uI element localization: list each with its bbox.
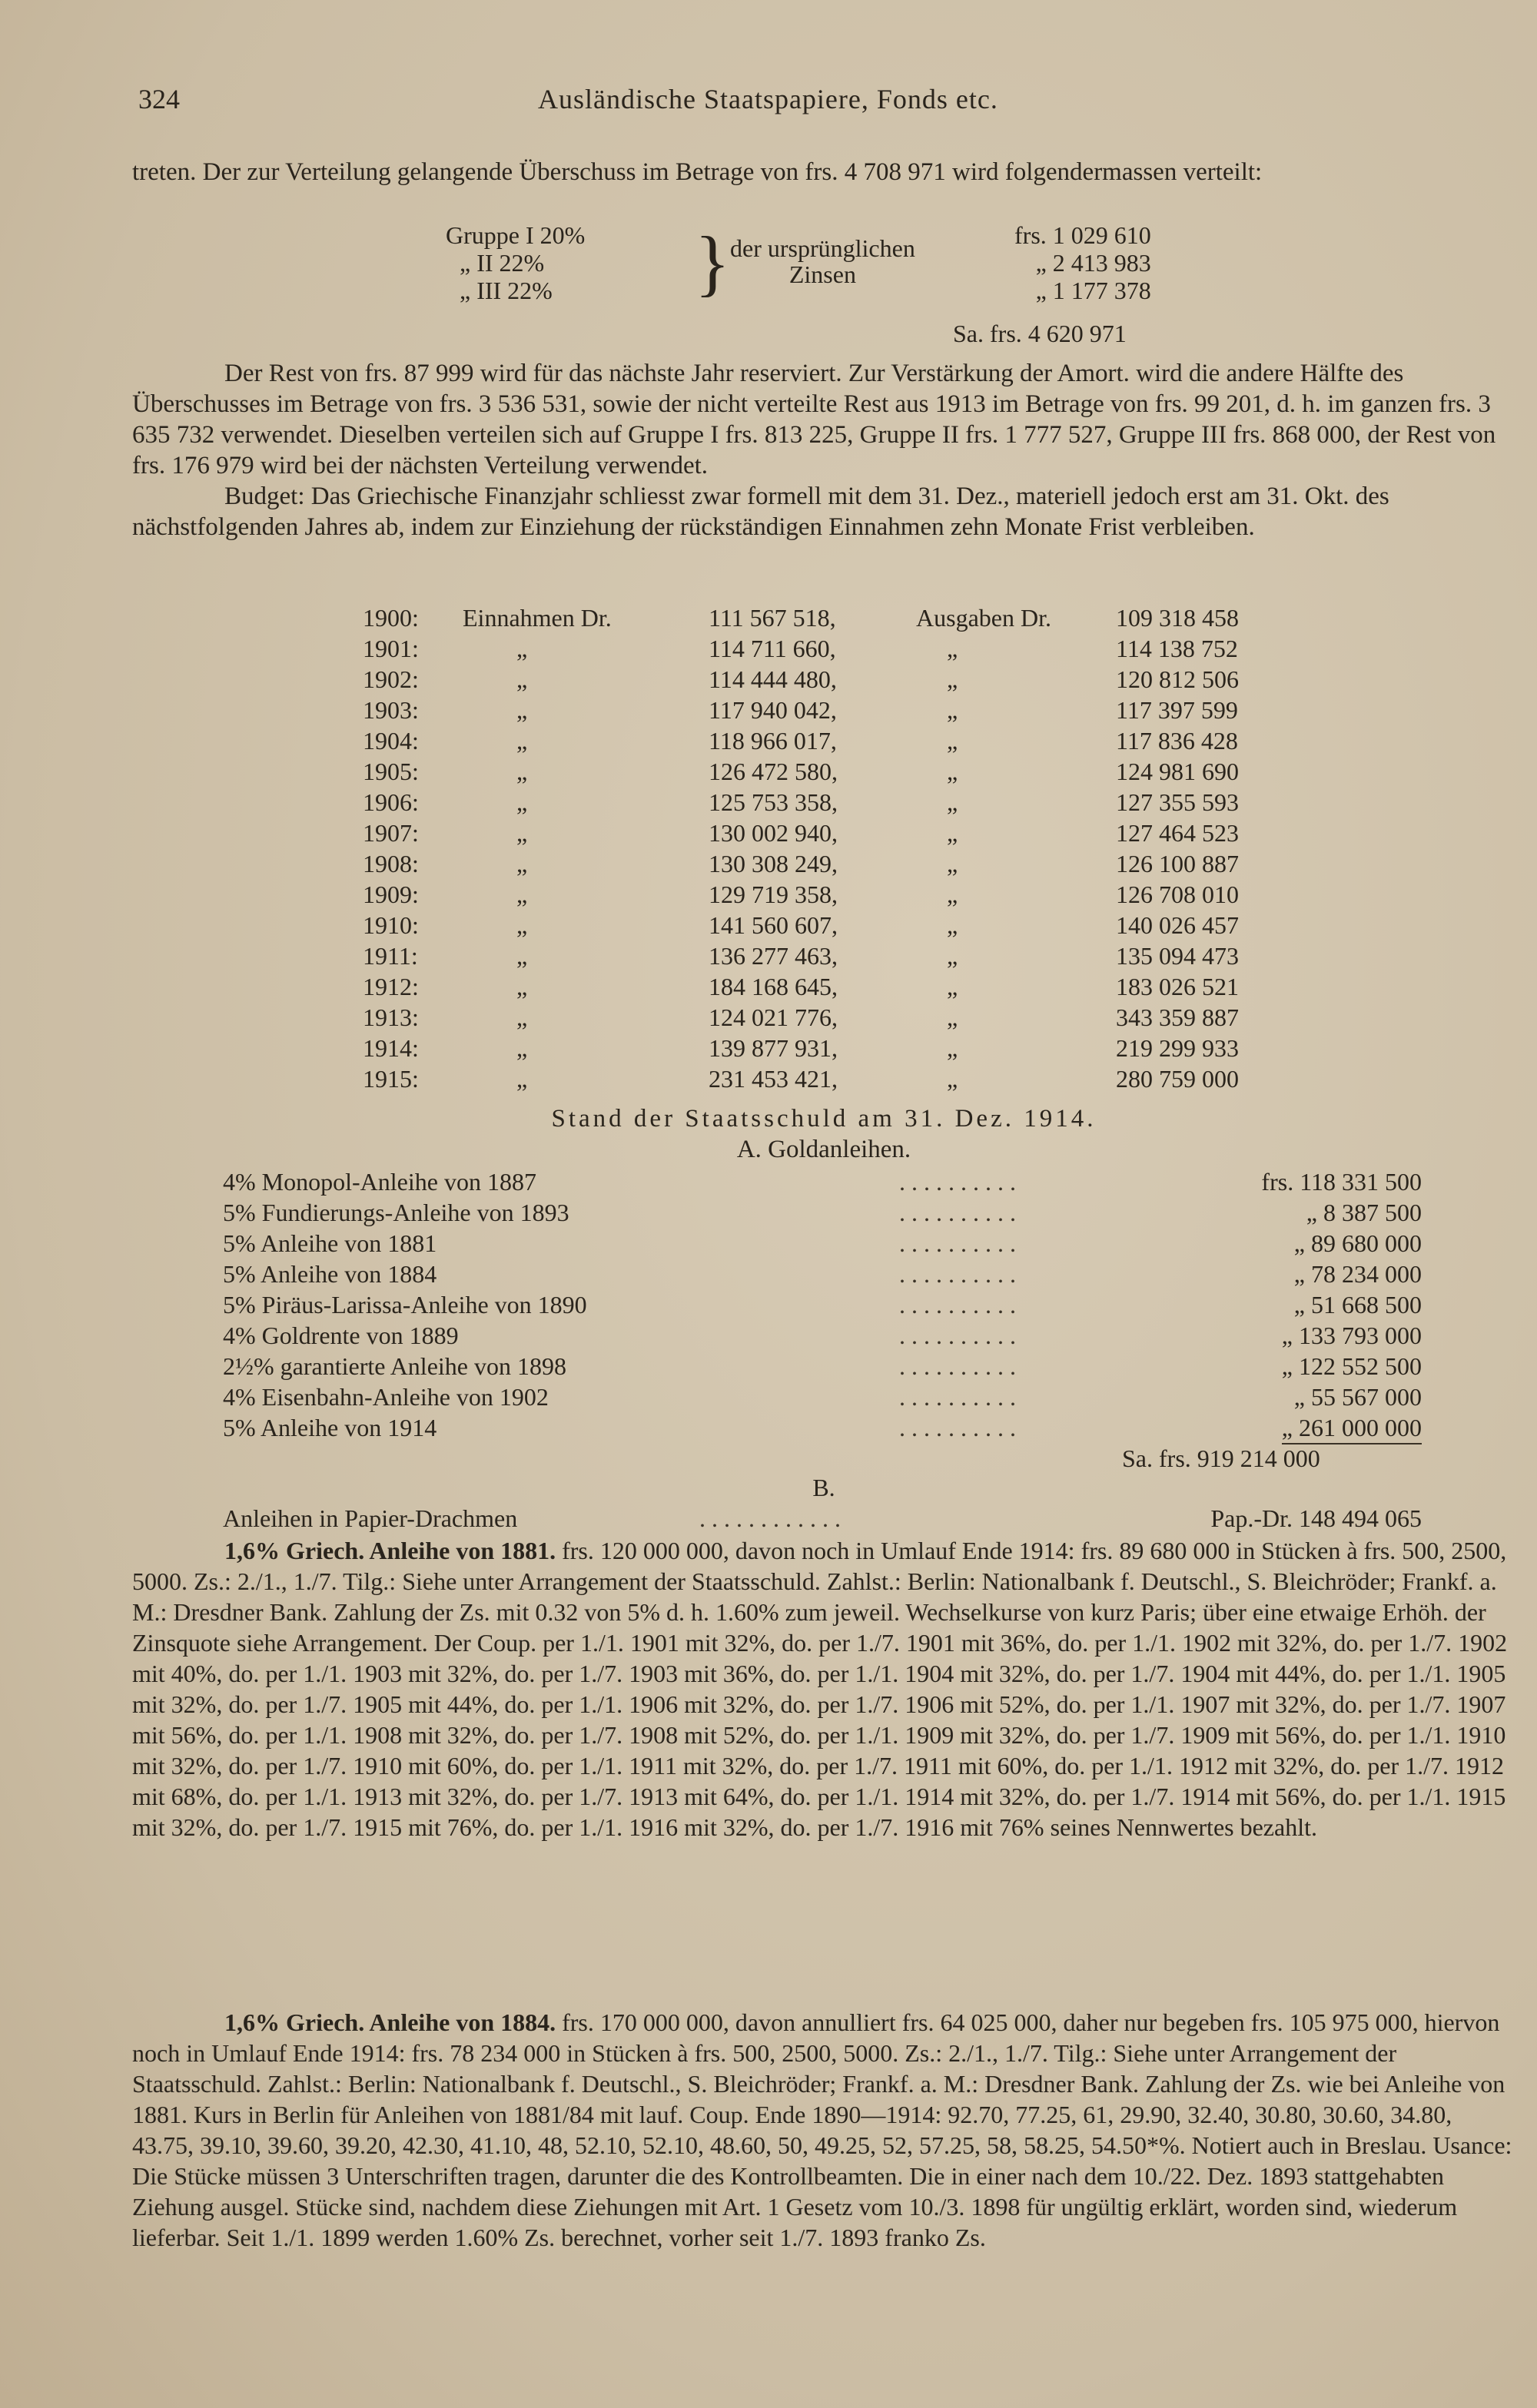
budget-year: 1904: xyxy=(363,727,419,755)
gold-loan-name: 5% Piräus-Larissa-Anleihe von 1890 xyxy=(223,1291,587,1318)
budget-einnahmen-value: 118 966 017, xyxy=(709,727,837,755)
budget-label-einnahmen: Einnahmen Dr. xyxy=(463,604,612,632)
budget-einnahmen-value: 129 719 358, xyxy=(709,881,838,908)
gold-loan-name: 4% Eisenbahn-Anleihe von 1902 xyxy=(223,1383,549,1411)
loan-1881-title: 1,6% Griech. Anleihe von 1881. xyxy=(224,1537,556,1564)
gruppe-row: Gruppe I 20% xyxy=(446,221,586,249)
gruppe-value: frs. 1 029 610 xyxy=(1014,221,1151,249)
ditto-mark: „ xyxy=(947,727,958,755)
gold-loan-name: 2½% garantierte Anleihe von 1898 xyxy=(223,1352,566,1380)
budget-einnahmen-value: 117 940 042, xyxy=(709,696,837,724)
budget-year: 1913: xyxy=(363,1003,419,1031)
budget-row xyxy=(363,756,1362,787)
budget-year: 1914: xyxy=(363,1034,419,1062)
gold-loan-row xyxy=(223,1381,1422,1412)
ditto-mark: „ xyxy=(516,788,528,816)
ditto-mark: „ xyxy=(947,881,958,908)
ditto-mark: „ xyxy=(516,758,528,785)
budget-year: 1909: xyxy=(363,881,419,908)
budget-ausgaben-value: 117 397 599 xyxy=(1116,696,1238,724)
leader-dots: . . . . . . . . . . . . xyxy=(699,1504,841,1532)
budget-table xyxy=(363,602,1362,1094)
gold-loan-value: „ 261 000 000 xyxy=(1282,1412,1422,1444)
budget-ausgaben-value: 126 708 010 xyxy=(1116,881,1239,908)
budget-year: 1907: xyxy=(363,819,419,847)
ditto-mark: „ xyxy=(947,758,958,785)
ditto-mark: „ xyxy=(516,1065,528,1093)
gruppe-sum: Sa. frs. 4 620 971 xyxy=(953,320,1127,347)
budget-row xyxy=(363,818,1362,848)
budget-ausgaben-value: 183 026 521 xyxy=(1116,973,1239,1000)
budget-row xyxy=(363,940,1362,971)
budget-year: 1905: xyxy=(363,758,419,785)
budget-einnahmen-value: 231 453 421, xyxy=(709,1065,838,1093)
gruppe-row: „ II 22% xyxy=(460,249,545,277)
debt-heading: Stand der Staatsschuld am 31. Dez. 1914. xyxy=(551,1105,1097,1133)
ditto-mark: „ xyxy=(516,819,528,847)
budget-ausgaben-value: 127 355 593 xyxy=(1116,788,1239,816)
gold-loans-sum: Sa. frs. 919 214 000 xyxy=(1122,1444,1320,1472)
budget-year: 1910: xyxy=(363,911,419,939)
gold-loan-value: „ 78 234 000 xyxy=(1293,1260,1422,1288)
reserve-paragraph xyxy=(132,358,1515,542)
ditto-mark: „ xyxy=(516,665,528,693)
budget-year: 1906: xyxy=(363,788,419,816)
budget-row xyxy=(363,971,1362,1002)
ditto-mark: „ xyxy=(947,696,958,724)
budget-einnahmen-value: 130 002 940, xyxy=(709,819,838,847)
section-a-heading: A. Goldanleihen. xyxy=(736,1136,911,1163)
budget-text: Budget: Das Griechische Finanzjahr schliesst zwar formell mit dem 31. Dez., materiell jedoch erst am 31. Okt. des nächstfolgenden Jahres ab, indem zur Einziehung der rückständigen Einnahmen zehn Monate Frist verbleiben. xyxy=(132,483,1389,541)
ditto-mark: „ xyxy=(516,635,528,662)
ditto-mark: „ xyxy=(947,665,958,693)
budget-year: 1903: xyxy=(363,696,419,724)
gold-loan-row xyxy=(223,1320,1422,1351)
budget-ausgaben-value: 219 299 933 xyxy=(1116,1034,1239,1062)
ditto-mark: „ xyxy=(947,1034,958,1062)
budget-einnahmen-value: 184 168 645, xyxy=(709,973,838,1000)
leader-dots: . . . . . . . . . . xyxy=(899,1322,1016,1349)
budget-year: 1900: xyxy=(363,604,419,632)
budget-ausgaben-value: 135 094 473 xyxy=(1116,942,1239,970)
budget-ausgaben-value: 124 981 690 xyxy=(1116,758,1239,785)
gold-loans-list xyxy=(223,1166,1422,1443)
gold-loan-row xyxy=(223,1412,1422,1443)
page-number: 324 xyxy=(138,84,180,114)
budget-einnahmen-value: 114 444 480, xyxy=(709,665,837,693)
budget-ausgaben-value: 120 812 506 xyxy=(1116,665,1239,693)
gold-loan-row xyxy=(223,1351,1422,1381)
gold-loan-value: „ 89 680 000 xyxy=(1293,1229,1422,1257)
running-title: Ausländische Staatspapiere, Fonds etc. xyxy=(538,84,998,114)
gold-loan-value: „ 133 793 000 xyxy=(1281,1322,1422,1349)
gold-loan-name: 5% Anleihe von 1884 xyxy=(223,1260,437,1288)
budget-row xyxy=(363,1002,1362,1033)
ditto-mark: „ xyxy=(947,973,958,1000)
loan-1881-entry xyxy=(132,1535,1515,1842)
budget-year: 1901: xyxy=(363,635,419,662)
budget-row xyxy=(363,633,1362,664)
page-header xyxy=(138,83,1399,117)
budget-year: 1915: xyxy=(363,1065,419,1093)
budget-einnahmen-value: 139 877 931, xyxy=(709,1034,838,1062)
leader-dots: . . . . . . . . . . xyxy=(899,1383,1016,1411)
budget-row xyxy=(363,664,1362,695)
budget-ausgaben-value: 109 318 458 xyxy=(1116,604,1239,632)
ditto-mark: „ xyxy=(516,850,528,877)
gold-loan-name: 5% Anleihe von 1914 xyxy=(223,1414,437,1441)
gold-loan-row xyxy=(223,1289,1422,1320)
budget-einnahmen-value: 141 560 607, xyxy=(709,911,838,939)
budget-ausgaben-value: 140 026 457 xyxy=(1116,911,1239,939)
gruppe-value: „ 2 413 983 xyxy=(1035,249,1151,277)
gold-loan-name: 5% Fundierungs-Anleihe von 1893 xyxy=(223,1199,569,1226)
loan-1881-text: frs. 120 000 000, davon noch in Umlauf Ende 1914: frs. 89 680 000 in Stücken à frs. 500, 2500, 5000. Zs.: 2./1., 1./7. Tilg.: Siehe unter Arrangement der Staatsschuld. Zahlst.: Berlin: Nationalbank f. Deutschl., S. Bleichröder; Frankf. a. M.: Dresdner Bank. Zahlung der Zs. mit 0.32 von 5% d. h. 1.60% zum jeweil. Wechselkurse von kurz Paris; über eine etwaige Erhöh. der Zinsquote siehe Arrangement. Der Coup. per 1./1. 1901 mit 32%, do. per 1./7. 1901 mit 36%, do. per 1./1. 1902 mit 32%, do. per 1./7. 1902 mit 40%, do. per 1./1. 1903 mit 32%, do. per 1./7. 1903 mit 36%, do. per 1./1. 1904 mit 32%, do. per 1./7. 1904 mit 44%, do. per 1./1. 1905 mit 32%, do. per 1./7. 1905 mit 44%, do. per 1./1. 1906 mit 32%, do. per 1./7. 1906 mit 52%, do. per 1./1. 1907 mit 32%, do. per 1./7. 1907 mit 56%, do. per 1./1. 1908 mit 32%, do. per 1./7. 1908 mit 52%, do. per 1./1. 1909 mit 32%, do. per 1./7. 1909 mit 56%, do. per 1./1. 1910 mit 32%, do. per 1./7. 1910 mit 60%, do. per 1./1. 1911 mit 32%, do. per 1./7. 1911 mit 60%, do. per 1./1. 1912 mit 32%, do. per 1./7. 1912 mit 68%, do. per 1./1. 1913 mit 32%, do. per 1./7. 1913 mit 64%, do. per 1./1. 1914 mit 32%, do. per 1./7. 1914 mit 56%, do. per 1./1. 1915 mit 32%, do. per 1./7. 1915 mit 76%, do. per 1./1. 1916 mit 32%, do. per 1./7. 1916 mit 76% seines Nennwertes bezahlt. xyxy=(132,1537,1508,1841)
gold-loan-row xyxy=(223,1197,1422,1228)
ditto-mark: „ xyxy=(516,696,528,724)
paper-loans-label: Anleihen in Papier-Drachmen xyxy=(223,1504,518,1532)
budget-einnahmen-value: 130 308 249, xyxy=(709,850,838,877)
gold-loan-name: 5% Anleihe von 1881 xyxy=(223,1229,437,1257)
ditto-mark: „ xyxy=(947,1065,958,1093)
gruppe-labels xyxy=(446,221,585,304)
ditto-mark: „ xyxy=(947,819,958,847)
gold-loan-value: frs. 118 331 500 xyxy=(1261,1168,1422,1196)
ditto-mark: „ xyxy=(947,1003,958,1031)
budget-label-ausgaben: Ausgaben Dr. xyxy=(916,604,1051,632)
budget-einnahmen-value: 124 021 776, xyxy=(709,1003,838,1031)
ditto-mark: „ xyxy=(947,942,958,970)
gruppe-values xyxy=(1014,221,1151,304)
ditto-mark: „ xyxy=(516,1034,528,1062)
ditto-mark: „ xyxy=(516,1003,528,1031)
loan-1884-text: frs. 170 000 000, davon annulliert frs. 64 025 000, daher nur begeben frs. 105 975 000, hiervon noch in Umlauf Ende 1914: frs. 78 234 000 in Stücken à frs. 500, 2500, 5000. Zs.: 2./1., 1./7. Tilg.: Siehe unter Arrangement der Staatsschuld. Zahlst.: Berlin: Nationalbank f. Deutschl., S. Bleichröder; Frankf. a. M.: Dresdner Bank. Zahlung der Zs. wie bei Anleihe von 1881. Kurs in Berlin für Anleihen von 1881/84 mit lauf. Coup. Ende 1890—1914: 92.70, 77.25, 61, 29.90, 32.40, 30.80, 30.60, 34.80, 43.75, 39.10, 39.60, 39.20, 42.30, 41.10, 48, 52.10, 52.10, 48.60, 50, 49.25, 52, 57.25, 58, 58.25, 54.50*%. Notiert auch in Breslau. Usance: Die Stücke müssen 3 Unterschriften tragen, darunter die des Kontrollbeamten. Die in einer nach dem 10./22. Dez. 1893 stattgehabten Ziehung ausgel. Stücke sind, nachdem diese Ziehungen mit Art. 1 Gesetz vom 10./3. 1898 für ungültig erklärt, worden sind, wiederum lieferbar. Seit 1./1. 1899 werden 1.60% Zs. berechnet, vorher seit 1./7. 1893 franko Zs. xyxy=(132,2008,1512,2251)
gold-loan-row xyxy=(223,1166,1422,1197)
leader-dots: . . . . . . . . . . xyxy=(899,1414,1016,1441)
budget-row xyxy=(363,602,1362,633)
gold-loan-name: 4% Monopol-Anleihe von 1887 xyxy=(223,1168,536,1196)
budget-ausgaben-value: 343 359 887 xyxy=(1116,1003,1239,1031)
ditto-mark: „ xyxy=(947,911,958,939)
gold-loan-row xyxy=(223,1259,1422,1289)
debt-section xyxy=(132,1103,1515,1165)
gold-loan-value: „ 122 552 500 xyxy=(1281,1352,1422,1380)
intro-text: treten. Der zur Verteilung gelangende Überschuss im Betrage von frs. 4 708 971 wird folgendermassen verteilt: xyxy=(132,158,1263,186)
budget-year: 1902: xyxy=(363,665,419,693)
budget-year: 1911: xyxy=(363,942,418,970)
budget-row xyxy=(363,879,1362,910)
section-b-heading: B. xyxy=(812,1474,835,1501)
gold-loan-value: „ 55 567 000 xyxy=(1293,1383,1422,1411)
ditto-mark: „ xyxy=(947,788,958,816)
gold-loan-value: „ 51 668 500 xyxy=(1293,1291,1422,1318)
leader-dots: . . . . . . . . . . xyxy=(899,1291,1016,1318)
gruppe-desc-line2: Zinsen xyxy=(788,260,856,288)
budget-ausgaben-value: 280 759 000 xyxy=(1116,1065,1239,1093)
ditto-mark: „ xyxy=(947,635,958,662)
budget-row xyxy=(363,1063,1362,1094)
gruppe-row: „ III 22% xyxy=(460,277,553,304)
budget-row xyxy=(363,787,1362,818)
budget-einnahmen-value: 125 753 358, xyxy=(709,788,838,816)
budget-row xyxy=(363,848,1362,879)
budget-row xyxy=(363,910,1362,940)
budget-year: 1912: xyxy=(363,973,419,1000)
brace-glyph: } xyxy=(695,221,731,303)
budget-row xyxy=(363,725,1362,756)
budget-einnahmen-value: 136 277 463, xyxy=(709,942,838,970)
gruppe-value: „ 1 177 378 xyxy=(1035,277,1151,304)
loan-1884-title: 1,6% Griech. Anleihe von 1884. xyxy=(224,2008,556,2036)
rest-text: Der Rest von frs. 87 999 wird für das nächste Jahr reserviert. Zur Verstärkung der Amort. wird die andere Hälfte des Überschusses im Betrage von frs. 3 536 531, sowie der nicht verteilte Rest aus 1913 im Betrage von frs. 99 201, d. h. im ganzen frs. 3 635 732 verwendet. Dieselben verteilen sich auf Gruppe I frs. 813 225, Gruppe II frs. 1 777 527, Gruppe III frs. 868 000, der Rest von frs. 176 979 wird bei der nächsten Verteilung verwendet. xyxy=(132,360,1496,479)
budget-einnahmen-value: 114 711 660, xyxy=(709,635,836,662)
leader-dots: . . . . . . . . . . xyxy=(899,1260,1016,1288)
leader-dots: . . . . . . . . . . xyxy=(899,1352,1016,1380)
budget-year: 1908: xyxy=(363,850,419,877)
budget-row xyxy=(363,1033,1362,1063)
loan-1884-entry xyxy=(132,2007,1515,2253)
gold-loan-value: „ 8 387 500 xyxy=(1306,1199,1422,1226)
gold-loan-name: 4% Goldrente von 1889 xyxy=(223,1322,459,1349)
budget-row xyxy=(363,695,1362,725)
budget-ausgaben-value: 117 836 428 xyxy=(1116,727,1238,755)
paper-loans-row xyxy=(223,1504,1422,1535)
paper-loans-value: Pap.-Dr. 148 494 065 xyxy=(1210,1504,1422,1532)
ditto-mark: „ xyxy=(516,881,528,908)
budget-einnahmen-value: 126 472 580, xyxy=(709,758,838,785)
budget-ausgaben-value: 114 138 752 xyxy=(1116,635,1238,662)
budget-ausgaben-value: 127 464 523 xyxy=(1116,819,1239,847)
ditto-mark: „ xyxy=(516,973,528,1000)
leader-dots: . . . . . . . . . . xyxy=(899,1229,1016,1257)
intro-paragraph xyxy=(132,157,1515,187)
gruppe-description xyxy=(730,235,915,287)
leader-dots: . . . . . . . . . . xyxy=(899,1199,1016,1226)
gruppe-distribution xyxy=(446,221,1214,352)
gruppe-desc-line1: der ursprünglichen xyxy=(730,234,915,262)
leader-dots: . . . . . . . . . . xyxy=(899,1168,1016,1196)
ditto-mark: „ xyxy=(516,727,528,755)
budget-einnahmen-value: 111 567 518, xyxy=(709,604,836,632)
ditto-mark: „ xyxy=(947,850,958,877)
ditto-mark: „ xyxy=(516,942,528,970)
budget-ausgaben-value: 126 100 887 xyxy=(1116,850,1239,877)
ditto-mark: „ xyxy=(516,911,528,939)
gold-loan-row xyxy=(223,1228,1422,1259)
